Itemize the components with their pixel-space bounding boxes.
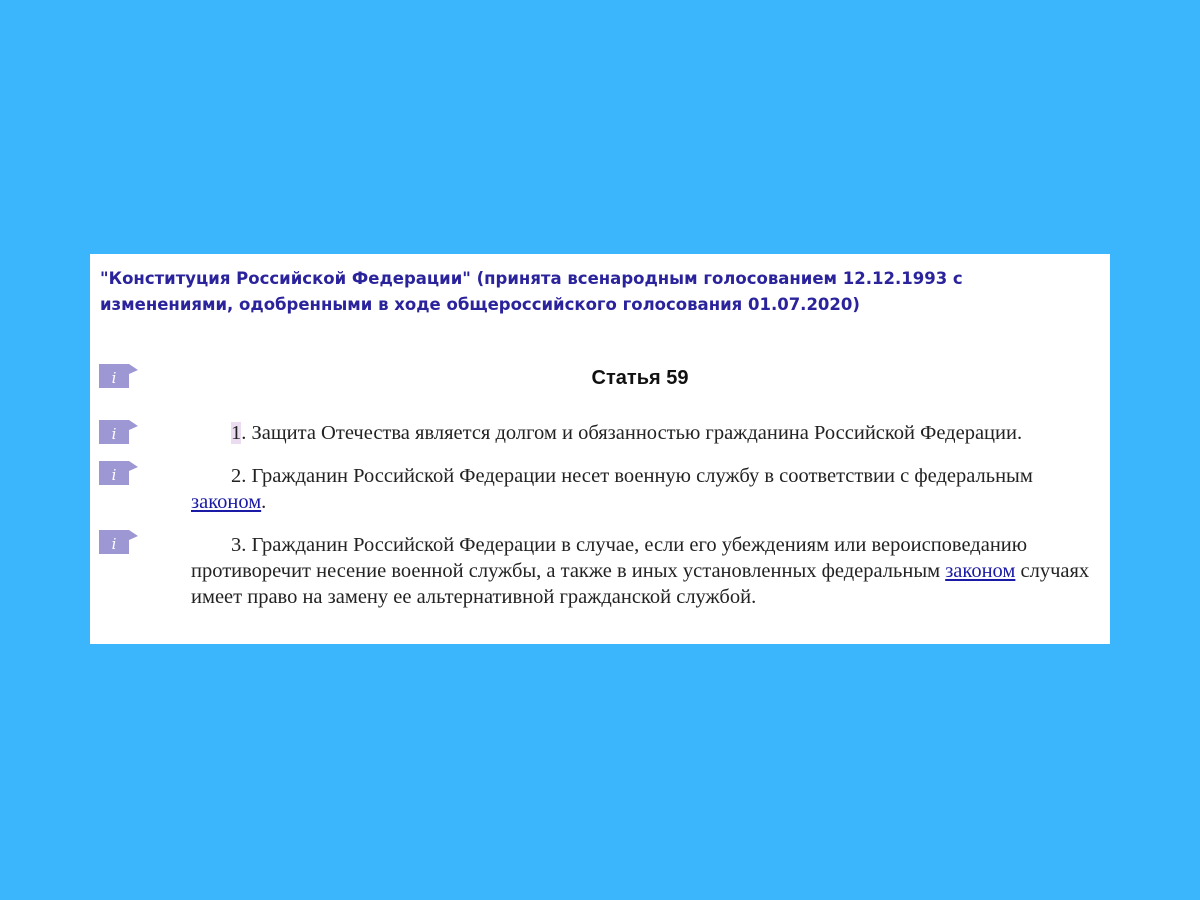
paragraph-3-info-marker[interactable] [99, 530, 139, 556]
paragraph-2-text: . Гражданин Российской Федерации несет военную службу в соответствии с федеральным [241, 465, 1033, 487]
paragraph-2-text-end: . [261, 491, 267, 513]
paragraph-1-info-marker[interactable] [99, 420, 139, 446]
paragraph-1 [191, 420, 1096, 446]
law-link[interactable]: законом [191, 491, 262, 513]
paragraph-1-number: 1 [231, 422, 242, 444]
paragraph-1-text: . Защита Отечества является долгом и обязанностью гражданина Российской Федерации. [241, 422, 1023, 444]
paragraph-3-text-end: случаях имеет право на замену ее альтернативной гражданской службой. [191, 560, 1090, 608]
paragraph-3-text: . Гражданин Российской Федерации в случае, если его убеждениям или вероисповеданию противоречит несение военной службы, а также в иных установленных федеральным [191, 534, 1028, 582]
law-link[interactable]: законом [945, 560, 1016, 582]
paragraph-2-number: 2 [231, 465, 242, 487]
info-icon [99, 364, 139, 390]
article-info-marker[interactable] [99, 364, 139, 390]
svg-text:i: i [111, 535, 117, 553]
svg-text:i: i [111, 369, 117, 387]
paragraph-2 [191, 463, 1096, 515]
svg-text:i: i [111, 466, 117, 484]
paragraph-3 [191, 532, 1096, 610]
paragraph-2-info-marker[interactable] [99, 461, 139, 487]
article-heading: Статья 59 [591, 367, 689, 389]
document-card [90, 254, 1110, 644]
info-icon [99, 530, 139, 556]
paragraph-3-number: 3 [231, 534, 242, 556]
info-icon [99, 461, 139, 487]
document-title: "Конституция Российской Федерации" (принята всенародным голосованием 12.12.1993 с изменениями, одобренными в ходе общероссийского голосования 01.07.2020) [100, 269, 963, 314]
svg-text:i: i [111, 425, 117, 443]
info-icon [99, 420, 139, 446]
